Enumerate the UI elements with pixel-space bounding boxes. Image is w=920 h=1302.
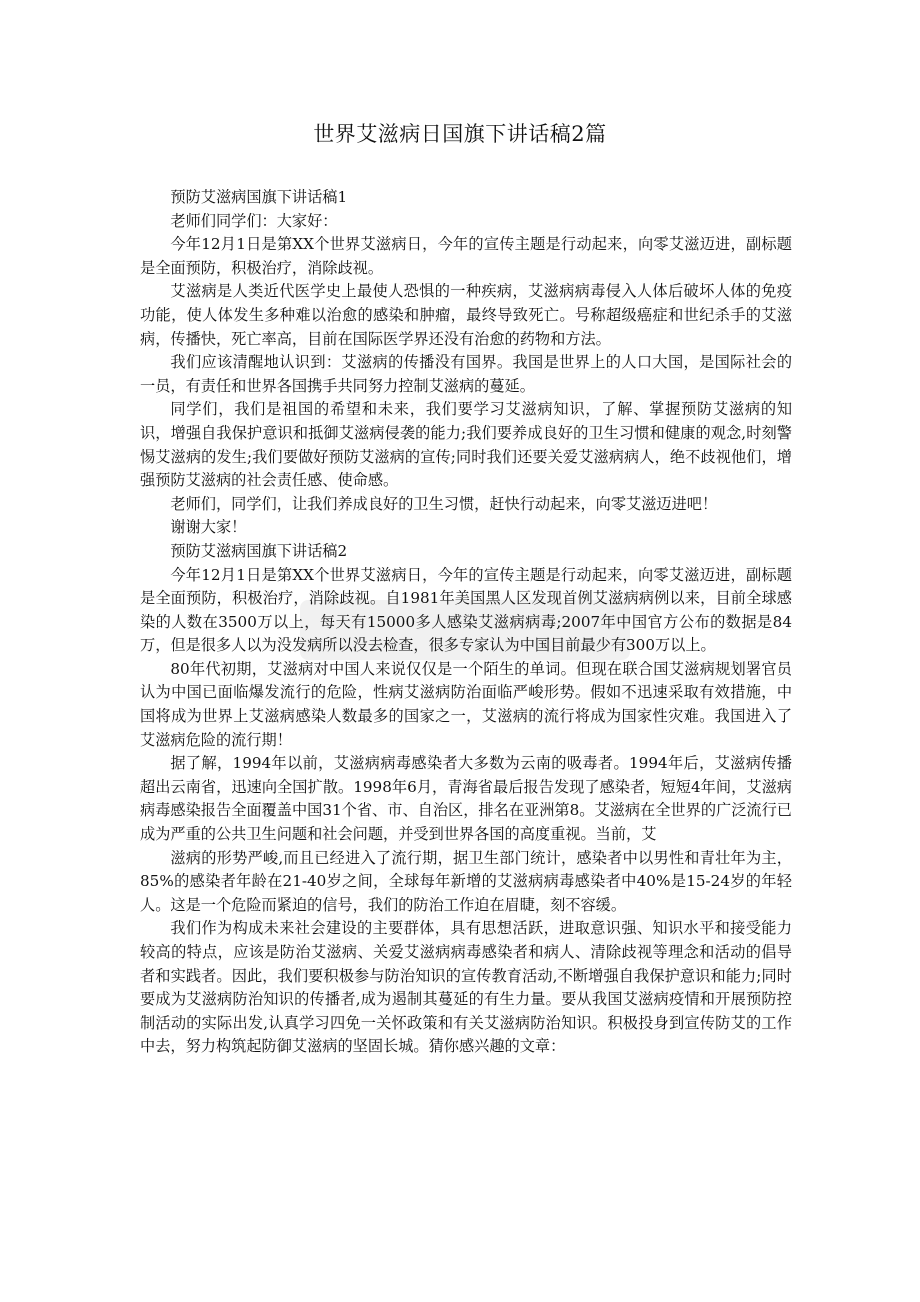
section-heading-2: 预防艾滋病国旗下讲话稿2 — [170, 541, 348, 560]
paragraph: 艾滋病是人类近代医学史上最使人恐惧的一种疾病，艾滋病病毒侵入人体后破坏人体的免疫功能，使人体发生多种难以治愈的感染和肿瘤，最终导致死亡。号称超级癌症和世纪杀手的艾滋病，传播快，死亡率高，目前在国际医学界还没有治愈的药物和方法。 — [140, 282, 792, 348]
document-body — [140, 186, 792, 1059]
section-heading-1: 预防艾滋病国旗下讲话稿1 — [170, 188, 348, 206]
paragraph: 今年12月1日是第XX个世界艾滋病日，今年的宣传主题是行动起来，向零艾滋迈进，副标题是全面预防，积极治疗，消除歧视。自1981年美国黑人区发现首例艾滋病病例以来，目前全球感染的人数在3500万以上，每天有15000多人感染艾滋病病毒;2007年中国官方公布的数据是84万，但是很多人以为没发病所以没去检查，很多专家认为中国目前最少有300万以上。 — [140, 565, 792, 655]
paragraph: 今年12月1日是第XX个世界艾滋病日，今年的宣传主题是行动起来，向零艾滋迈进，副标题是全面预防，积极治疗，消除歧视。 — [140, 235, 792, 277]
paragraph: 同学们，我们是祖国的希望和未来，我们要学习艾滋病知识，了解、掌握预防艾滋病的知识，增强自我保护意识和抵御艾滋病侵袭的能力;我们要养成良好的卫生习惯和健康的观念,时刻警惕艾滋病的发生;我们要做好预防艾滋病的宣传;同时我们还要关爱艾滋病病人，绝不歧视他们，增强预防艾滋病的社会责任感、使命感。 — [140, 400, 792, 490]
paragraph: 我们作为构成未来社会建设的主要群体，具有思想活跃，进取意识强、知识水平和接受能力较高的特点，应该是防治艾滋病、关爱艾滋病病毒感染者和病人、清除歧视等理念和活动的倡导者和实践者。因此，我们要积极参与防治知识的宣传教育活动,不断增强自我保护意识和能力;同时要成为艾滋病防治知识的传播者,成为遏制其蔓延的有生力量。要从我国艾滋病疫情和开展预防控制活动的实际出发,认真学习四免一关怀政策和有关艾滋病防治知识。积极投身到宣传防艾的工作中去，努力构筑起防御艾滋病的坚固长城。猜你感兴趣的文章： — [140, 919, 792, 1056]
paragraph: 80年代初期，艾滋病对中国人来说仅仅是一个陌生的单词。但现在联合国艾滋病规划署官员认为中国已面临爆发流行的危险，性病艾滋病防治面临严峻形势。假如不迅速采取有效措施，中国将成为世界上艾滋病感染人数最多的国家之一，艾滋病的流行将成为国家性灾难。我国进入了艾滋病危险的流行期！ — [140, 659, 792, 749]
greeting: 老师们同学们：大家好： — [170, 211, 338, 230]
paragraph: 据了解，1994年以前，艾滋病病毒感染者大多数为云南的吸毒者。1994年后，艾滋病传播超出云南省，迅速向全国扩散。1998年6月，青海省最后报告发现了感染者，短短4年间，艾滋病病毒感染报告全面覆盖中国31个省、市、自治区，排名在亚洲第8。艾滋病在全世界的广泛流行已成为严重的公共卫生问题和社会问题，并受到世界各国的高度重视。当前，艾 — [140, 754, 792, 844]
paragraph: 我们应该清醒地认识到：艾滋病的传播没有国界。我国是世界上的人口大国，是国际社会的一员，有责任和世界各国携手共同努力控制艾滋病的蔓延。 — [140, 353, 792, 395]
document-title: 世界艾滋病日国旗下讲话稿2篇 — [313, 122, 607, 146]
closing-thanks: 谢谢大家！ — [170, 518, 247, 537]
paragraph: 滋病的形势严峻,而且已经进入了流行期，据卫生部门统计，感染者中以男性和青壮年为主，85%的感染者年龄在21-40岁之间，全球每年新增的艾滋病病毒感染者中40%是15-24岁的年轻人。这是一个危险而紧迫的信号，我们的防治工作迫在眉睫，刻不容缓。 — [140, 848, 792, 914]
paragraph: 老师们，同学们，让我们养成良好的卫生习惯，赶快行动起来，向零艾滋迈进吧！ — [170, 494, 718, 513]
